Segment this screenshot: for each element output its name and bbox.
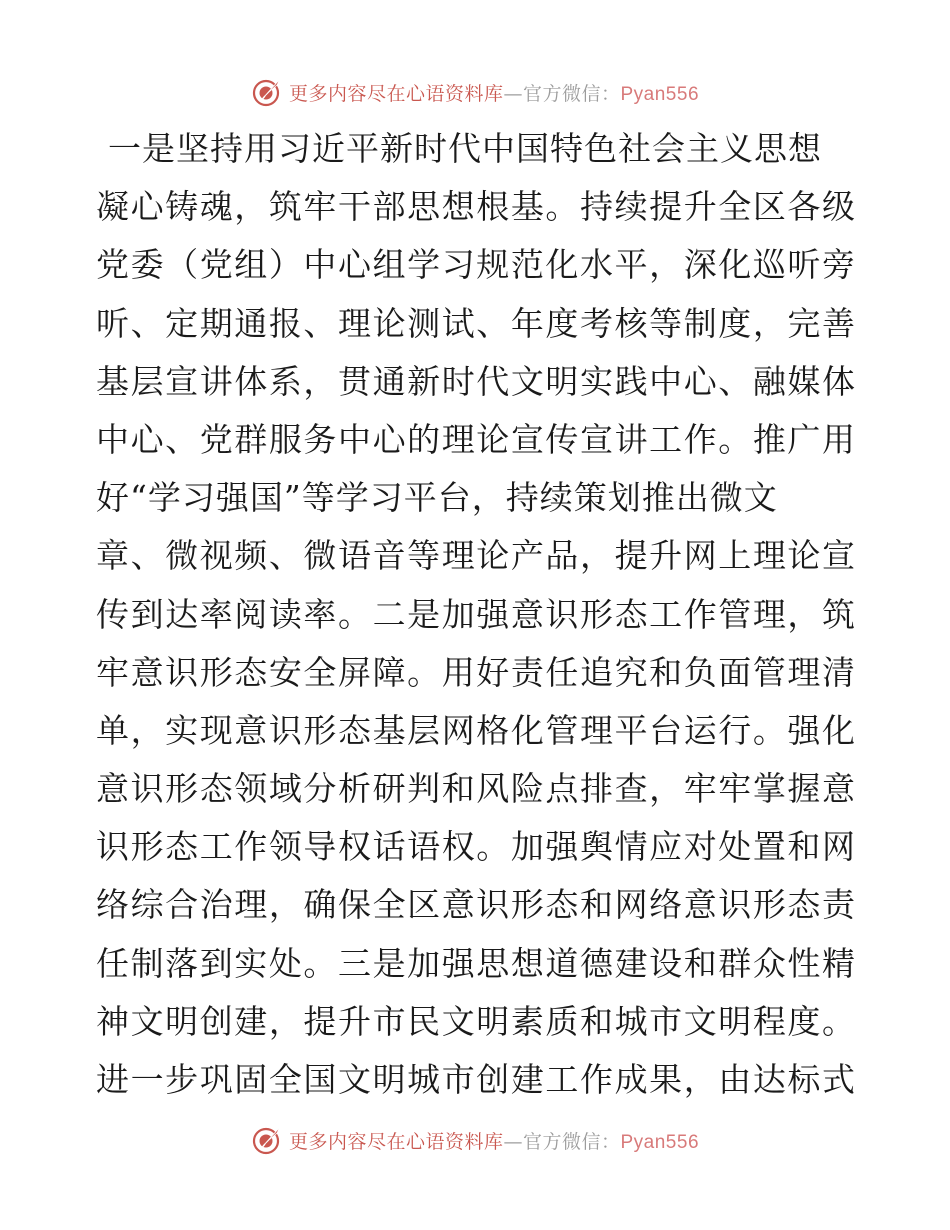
footer-watermark [0, 1120, 950, 1160]
body-line: 好“学习强国”等学习平台，持续策划推出微文 [96, 478, 778, 518]
watermark-main-text: 更多内容尽在心语资料库 [288, 1130, 504, 1153]
body-line: 络综合治理，确保全区意识形态和网络意识形态责 [96, 885, 856, 925]
body-line: 进一步巩固全国文明城市创建工作成果，由达标式 [96, 1060, 856, 1099]
header-watermark [0, 72, 950, 112]
watermark-id: Pyan556 [620, 83, 700, 105]
watermark-separator: — [503, 82, 523, 105]
body-line: 传到达率阅读率。二是加强意识形态工作管理，筑 [96, 594, 856, 634]
body-line: 章、微视频、微语音等理论产品，提升网上理论宣 [96, 536, 856, 576]
watermark-id: Pyan556 [620, 1131, 700, 1153]
watermark-label: 官方微信： [522, 82, 621, 105]
body-line: 听、定期通报、理论测试、年度考核等制度，完善 [96, 303, 856, 343]
watermark-main-text: 更多内容尽在心语资料库 [288, 82, 504, 105]
body-line: 牢意识形态安全屏障。用好责任追究和负面管理清 [96, 652, 856, 692]
body-line: 党委（党组）中心组学习规范化水平，深化巡听旁 [96, 245, 856, 285]
body-line: 任制落到实处。三是加强思想道德建设和群众性精 [96, 943, 856, 983]
body-line: 单，实现意识形态基层网格化管理平台运行。强化 [96, 710, 856, 750]
body-line: 神文明创建，提升市民文明素质和城市文明程度。 [96, 1001, 856, 1041]
watermark-separator: — [503, 1130, 523, 1153]
body-line: 中心、党群服务中心的理论宣传宣讲工作。推广用 [96, 419, 856, 459]
body-line: 基层宣讲体系，贯通新时代文明实践中心、融媒体 [96, 361, 856, 401]
body-line: 意识形态领域分析研判和风险点排查，牢牢掌握意 [96, 769, 856, 809]
body-line: 一是坚持用习近平新时代中国特色社会主义思想 [108, 129, 822, 168]
watermark-text [289, 1127, 699, 1154]
body-line: 识形态工作领导权话语权。加强舆情应对处置和网 [96, 827, 856, 867]
body-line: 凝心铸魂，筑牢干部思想根基。持续提升全区各级 [96, 187, 856, 227]
quill-logo-icon [251, 76, 283, 108]
quill-logo-icon [251, 1124, 283, 1156]
watermark-text [289, 79, 699, 106]
watermark-label: 官方微信： [522, 1130, 621, 1153]
document-body [96, 120, 856, 1109]
